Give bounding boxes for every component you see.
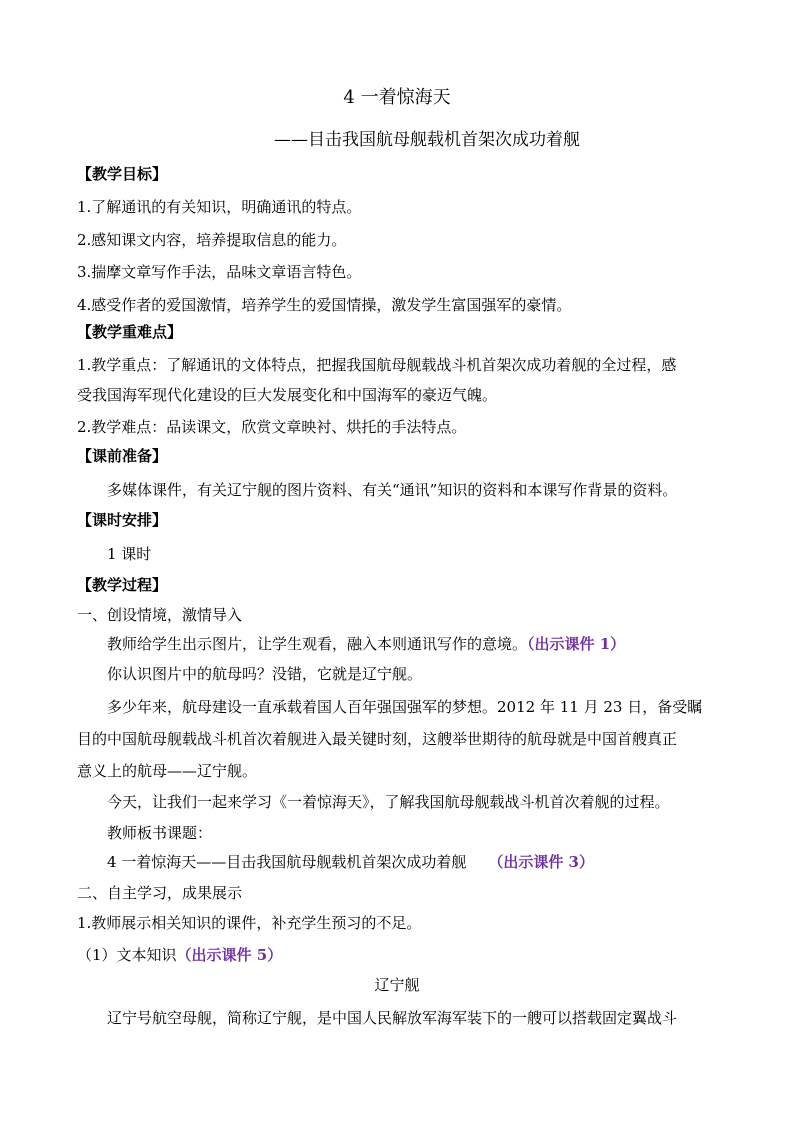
schedule-heading: 【课时安排】 (77, 511, 168, 529)
step-two-heading: 二、自主学习，成果展示 (77, 884, 243, 902)
paragraph-text: 多少年来，航母建设一直承载着国人百年强国强军的梦想。2012 年 11 月 23 日，备受瞩 (107, 698, 703, 716)
paragraph-text: 你认识图片中的航母吗？没错，它就是辽宁舰。 (107, 665, 423, 683)
paragraph-text: 4 一着惊海天——目击我国航母舰载机首架次成功着舰 (107, 853, 467, 871)
step-one-paragraph (107, 634, 625, 654)
goal-item: 1.了解通讯的有关知识，明确通讯的特点。 (77, 198, 362, 216)
schedule-text: 1 课时 (107, 545, 152, 563)
paragraph-text: 辽宁号航空母舰，简称辽宁舰，是中国人民解放军海军装下的一艘可以搭载固定翼战斗 (107, 1009, 678, 1027)
page-subtitle: ——目击我国航母舰载机首架次成功着舰 (274, 130, 580, 150)
paragraph-text: 1.教师展示相关知识的课件，补充学生预习的不足。 (77, 914, 422, 932)
process-heading: 【教学过程】 (77, 576, 168, 594)
paragraph-text: 教师给学生出示图片，让学生观看，融入本则通讯写作的意境。 (107, 635, 528, 653)
subsection-title: 辽宁舰 (374, 976, 420, 994)
slide-reference: （出示课件 3） (488, 853, 594, 871)
preparation-text: 多媒体课件，有关辽宁舰的图片资料、有关“通讯”知识的资料和本课写作背景的资料。 (107, 481, 678, 499)
key-point-text: 受我国海军现代化建设的巨大发展变化和中国海军的豪迈气魄。 (77, 386, 498, 404)
difficulty-text: 2.教学难点：品读课文，欣赏文章映衬、烘托的手法特点。 (77, 418, 467, 436)
board-title-line (107, 852, 594, 872)
text-knowledge-line (77, 945, 282, 965)
goal-item: 2.感知课文内容，培养提取信息的能力。 (77, 231, 347, 249)
page-title: 4 一着惊海天 (343, 87, 451, 108)
slide-reference: （出示课件 1） (527, 635, 626, 653)
paragraph-text: 今天，让我们一起来学习《一着惊海天》，了解我国航母舰载战斗机首次着舰的过程。 (107, 793, 670, 811)
key-point-text: 1.教学重点：了解通讯的文体特点，把握我国航母舰载战斗机首架次成功着舰的全过程，感 (77, 356, 677, 374)
key-points-heading: 【教学重难点】 (77, 323, 183, 341)
step-one-heading: 一、创设情境，激情导入 (77, 606, 243, 624)
paragraph-text: 意义上的航母——辽宁舰。 (77, 762, 258, 780)
preparation-heading: 【课前准备】 (77, 447, 168, 465)
paragraph-text: 目的中国航母舰载战斗机首次着舰进入最关键时刻，这艘举世期待的航母就是中国首艘真正 (77, 730, 678, 748)
paragraph-text: 教师板书课题： (107, 824, 213, 842)
paragraph-text: （1）文本知识 (77, 946, 177, 964)
goals-heading: 【教学目标】 (77, 165, 168, 183)
goal-item: 3.揣摩文章写作手法，品味文章语言特色。 (77, 263, 362, 281)
goal-item: 4.感受作者的爱国激情，培养学生的爱国情操，激发学生富国强军的豪情。 (77, 296, 572, 314)
slide-reference: （出示课件 5） (176, 946, 283, 964)
